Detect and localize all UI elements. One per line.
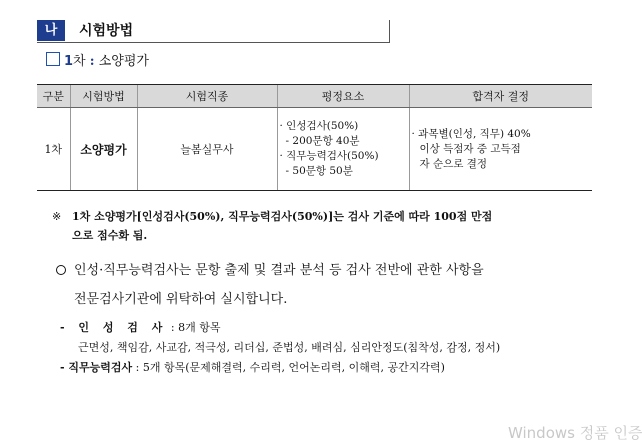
table-header: 시험방법 <box>70 85 137 108</box>
section-badge: 나 <box>37 20 65 41</box>
exam-method-table <box>37 84 592 191</box>
subheading-text-b: 소양평가 <box>98 54 149 69</box>
element-line: - 200문항 40분 <box>285 135 360 147</box>
circle-bullet-icon <box>56 265 66 275</box>
cell-method: 소양평가 <box>70 108 137 191</box>
test-items <box>60 318 500 378</box>
table-header: 평정요소 <box>277 85 409 108</box>
item-2-text: : 5개 항목(문제해결력, 수리력, 언어논리력, 이해력, 공간지각력) <box>135 361 445 374</box>
table-row <box>37 108 592 191</box>
table-header: 시험직종 <box>137 85 277 108</box>
subheading-number: 1 <box>64 54 74 69</box>
note-line-1: 1차 소양평가[인성검사(50%), 직무능력검사(50%)]는 검사 기준에 따라 100점 만점 <box>72 210 493 223</box>
paragraph-line-1: 인성·직무능력검사는 문항 출제 및 결과 분석 등 검사 전반에 관한 사항을 <box>74 263 484 278</box>
decision-line: · 과목별(인성, 직무) 40% <box>411 127 531 140</box>
note-line-2: 으로 점수화 됨. <box>72 229 148 242</box>
list-item <box>60 358 500 378</box>
item-1-text: : 8개 항목 <box>170 321 221 334</box>
paragraph-line-2: 전문검사기관에 위탁하여 실시합니다. <box>74 292 288 307</box>
decision-line: 이상 득점자 중 고득점 <box>419 142 521 155</box>
checkbox-square-icon <box>46 52 60 66</box>
section-header <box>37 20 390 43</box>
score-note <box>52 207 592 245</box>
cell-division: 1차 <box>37 108 70 191</box>
subheading-colon: : <box>89 54 95 69</box>
cell-decision <box>409 108 592 191</box>
cell-elements <box>277 108 409 191</box>
decision-line: 자 순으로 결정 <box>419 157 488 170</box>
section-title: 시험방법 <box>79 23 134 39</box>
cell-job: 늘봄실무사 <box>137 108 277 191</box>
item-2-label: - 직무능력검사 <box>60 361 133 374</box>
item-1-detail: 근면성, 책임감, 사교감, 적극성, 리더십, 준법성, 배려심, 심리안정도(침착성, 감정, 정서) <box>78 341 501 354</box>
table-header-row <box>37 85 592 108</box>
activation-watermark: Windows 정품 인증 <box>508 424 642 442</box>
element-line: · 인성검사(50%) <box>279 120 359 132</box>
note-mark: ※ <box>52 210 62 223</box>
subheading <box>46 52 149 71</box>
table-header: 구분 <box>37 85 70 108</box>
list-item <box>60 318 500 338</box>
subheading-text-a: 차 <box>73 54 86 69</box>
element-line: - 50문항 50분 <box>285 165 353 177</box>
element-line: · 직무능력검사(50%) <box>279 150 379 162</box>
table-header: 합격자 결정 <box>409 85 592 108</box>
outsourcing-paragraph <box>56 256 596 314</box>
item-1-label: - 인 성 검 사 <box>60 321 168 334</box>
